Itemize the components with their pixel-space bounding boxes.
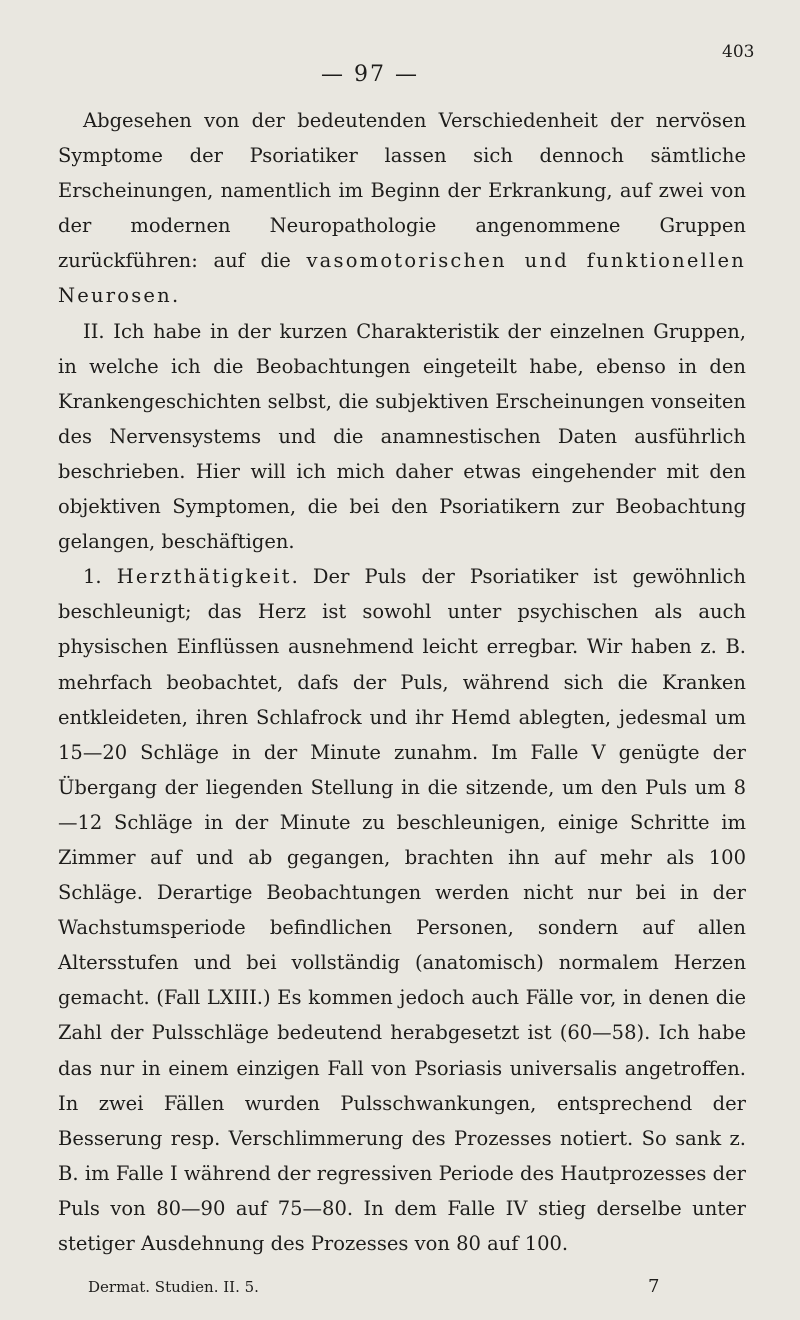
- paragraph-1-text-a: Abgesehen von der bedeutenden Verschiedenheit der nervösen Symptome der Psoriatiker lassen sich dennoch sämtliche Erscheinungen, namentlich im Beginn der Erkrankung, auf zwei von der modernen Neuropathologie angenommene Gruppen zurückführen: auf die: [58, 109, 746, 273]
- paragraph-1-spaced-term: vasomotorischen und funktionellen Neurosen: [58, 249, 746, 308]
- folio-number: 403: [722, 42, 755, 62]
- paragraph-3-text-b: . Der Puls der Psoriatiker ist gewöhnlich beschleunigt; das Herz ist sowohl unter psychischen als auch physischen Einflüssen ausnehmend leicht erregbar. Wir haben z. B. mehrfach beobachtet, dafs der Puls, während sich die Kranken entkleideten, ihren Schlafrock und ihr Hemd ablegten, jedesmal um 15—20 Schläge in der Minute zunahm. Im Falle V genügte der Übergang der liegenden Stellung in die sitzende, um den Puls um 8—12 Schläge in der Minute zu beschleunigen, einige Schritte im Zimmer auf und ab gegangen, brachten ihn auf mehr als 100 Schläge. Derartige Beobachtungen werden nicht nur bei in der Wachstumsperiode befindlichen Personen, sondern auf allen Altersstufen und bei vollständig (anatomisch) normalem Herzen gemacht. (Fall LXIII.) Es kommen jedoch auch Fälle vor, in denen die Zahl der Pulsschläge bedeutend herabgesetzt ist (60—58). Ich habe das nur in einem einzigen Fall von Psoriasis universalis angetroffen. In zwei Fällen wurden Pulsschwankungen, entsprechend der Besserung resp. Verschlimmerung des Prozesses notiert. So sank z. B. im Falle I während der regressiven Periode des Hautprozesses der Puls von 80—90 auf 75—80. In dem Falle IV stieg derselbe unter stetiger Ausdehnung des Prozesses von 80 auf 100.: [58, 565, 746, 1255]
- paragraph-1-text-b: .: [171, 284, 179, 308]
- paragraph-2: II. Ich habe in der kurzen Charakteristik der einzelnen Gruppen, in welche ich die Beobachtungen eingeteilt habe, ebenso in den Krankengeschichten selbst, die subjektiven Erscheinungen vonseiten des Nervensystems und die anamnestischen Daten ausführlich beschrieben. Hier will ich mich daher etwas eingehender mit den objektiven Symptomen, die bei den Psoriatikern zur Beobachtung gelangen, beschäftigen.: [58, 319, 746, 554]
- paragraph-3-text-a: 1.: [83, 565, 117, 589]
- page-number: — 97 —: [321, 62, 419, 87]
- paragraph-3: [58, 559, 746, 1261]
- paragraph-1: [58, 103, 746, 314]
- body-text: [58, 103, 746, 1261]
- footer-sheet-mark: 7: [648, 1276, 660, 1297]
- paragraph-3-spaced-heading: Herzthätigkeit: [116, 565, 292, 589]
- footer-signature: Dermat. Studien. II. 5.: [88, 1278, 259, 1296]
